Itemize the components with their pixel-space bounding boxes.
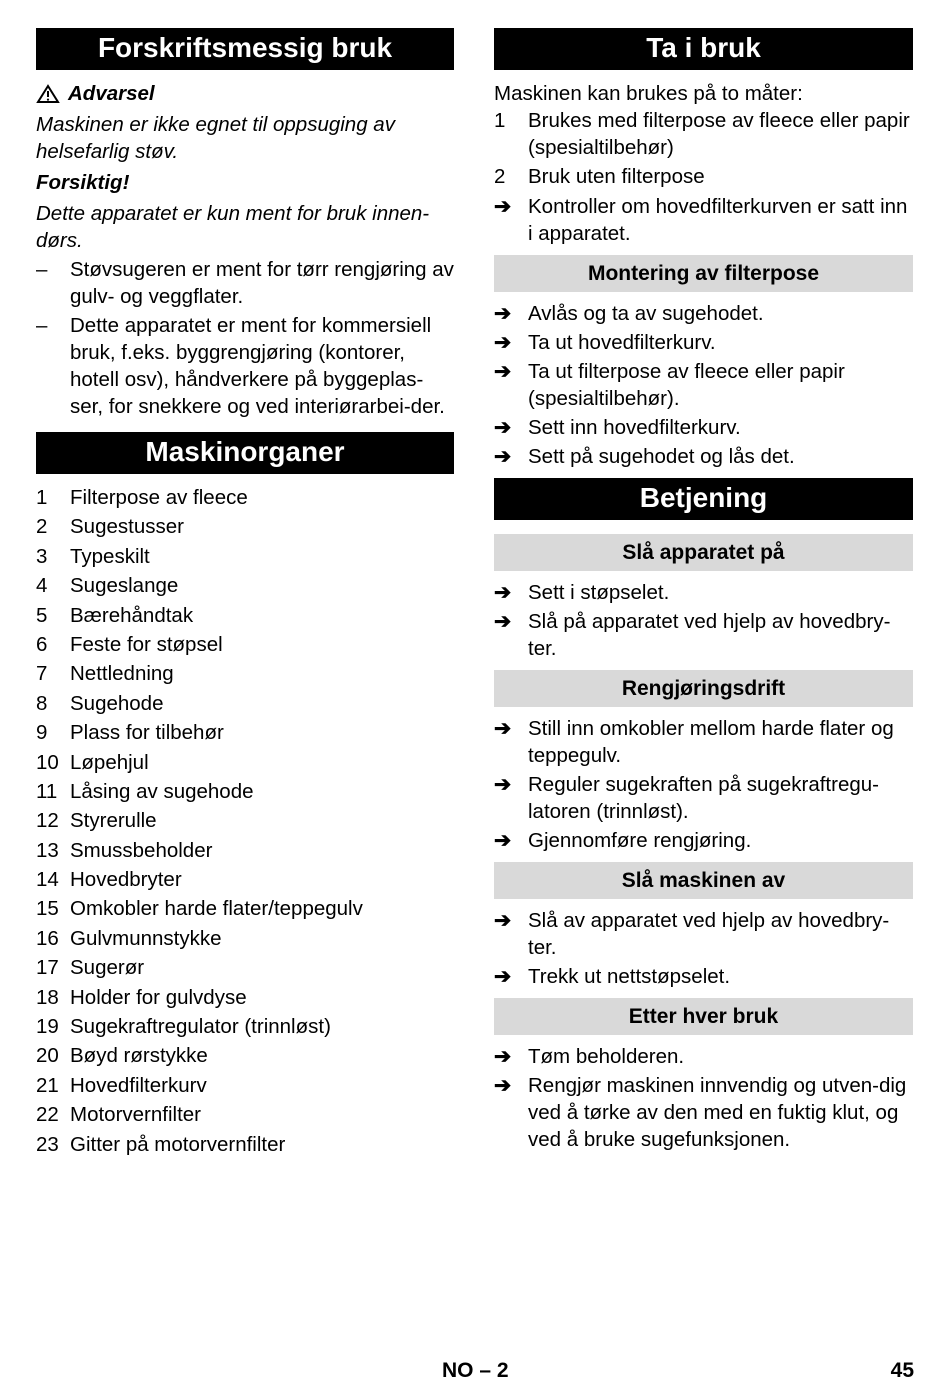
part-item-text: Feste for støpsel — [70, 632, 223, 656]
part-item-marker: 9 — [36, 721, 48, 745]
start-up-steps — [494, 193, 913, 247]
step-item-text: Ta ut filterpose av fleece eller papir (spesialtilbehør). — [528, 359, 845, 410]
part-item — [36, 1042, 454, 1069]
part-item-marker: 17 — [36, 956, 59, 980]
mode-item-marker: 2 — [494, 165, 506, 189]
part-item-marker: 20 — [36, 1044, 59, 1068]
step-item-text: Avlås og ta av sugehodet. — [528, 301, 764, 325]
step-item-marker: ➔ — [494, 1073, 512, 1097]
part-item-marker: 11 — [36, 779, 58, 803]
part-item-marker: 16 — [36, 926, 59, 950]
part-item-marker: 12 — [36, 809, 59, 833]
step-item — [494, 827, 913, 854]
part-item — [36, 1072, 454, 1099]
part-item-marker: 5 — [36, 603, 48, 627]
step-item — [494, 608, 913, 662]
part-item-marker: 13 — [36, 838, 59, 862]
part-item-marker: 22 — [36, 1103, 59, 1127]
part-item — [36, 1131, 454, 1158]
part-item — [36, 513, 454, 540]
step-item-marker: ➔ — [494, 772, 512, 796]
part-item-text: Sugeslange — [70, 574, 179, 598]
step-item-text: Slå på apparatet ved hjelp av hovedbry-ter. — [528, 609, 891, 660]
step-item-marker: ➔ — [494, 716, 512, 740]
step-item-text: Reguler sugekraften på sugekraftregu-latoren (trinnløst). — [528, 772, 879, 823]
part-item — [36, 984, 454, 1011]
subheading-switch-on: Slå apparatet på — [494, 534, 913, 571]
warning-heading — [36, 80, 454, 107]
part-item — [36, 543, 454, 570]
section-heading-intended-use: Forskriftsmessig bruk — [36, 28, 454, 70]
mode-list — [494, 107, 913, 190]
switch-on-steps — [494, 579, 913, 662]
step-item-marker: ➔ — [494, 609, 512, 633]
step-item-text: Sett i støpselet. — [528, 580, 670, 604]
part-item — [36, 602, 454, 629]
part-item-marker: 1 — [36, 486, 48, 509]
step-item — [494, 300, 913, 327]
mode-item-text: Bruk uten filterpose — [528, 165, 705, 189]
right-column — [494, 28, 913, 1155]
warning-label: Advarsel — [68, 82, 155, 105]
mode-item — [494, 107, 913, 161]
part-item — [36, 719, 454, 746]
caution-text: Dette apparatet er kun ment for bruk innen-dørs. — [36, 202, 430, 252]
part-item-text: Styrerulle — [70, 809, 157, 833]
step-item-text: Slå av apparatet ved hjelp av hovedbry-ter. — [528, 908, 890, 959]
part-item — [36, 484, 454, 511]
step-item-text: Still inn omkobler mellom harde flater og teppegulv. — [528, 716, 894, 767]
cleaning-steps — [494, 715, 913, 854]
part-item-text: Holder for gulvdyse — [70, 985, 247, 1009]
part-item — [36, 1101, 454, 1128]
left-column — [36, 28, 454, 1160]
part-item-text: Hovedbryter — [70, 868, 182, 892]
part-item — [36, 866, 454, 893]
usage-list — [36, 256, 454, 420]
part-item-text: Bærehåndtak — [70, 603, 194, 627]
part-item-text: Gitter på motorvernfilter — [70, 1132, 286, 1156]
step-item — [494, 414, 913, 441]
part-item-marker: 23 — [36, 1132, 59, 1156]
usage-item — [36, 256, 454, 310]
part-item-marker: 7 — [36, 662, 48, 686]
step-item-marker: ➔ — [494, 359, 512, 383]
step-item-marker: ➔ — [494, 828, 512, 852]
step-item — [494, 907, 913, 961]
part-item-text: Sugehode — [70, 691, 164, 715]
step-item — [494, 963, 913, 990]
part-item — [36, 778, 454, 805]
mode-item-marker: 1 — [494, 109, 506, 132]
step-item — [494, 1043, 913, 1070]
section-heading-machine-parts: Maskinorganer — [36, 432, 454, 474]
part-item-marker: 3 — [36, 544, 48, 568]
step-item-marker: ➔ — [494, 964, 512, 988]
part-item-text: Låsing av sugehode — [70, 779, 254, 803]
step-item-text: Sett inn hovedfilterkurv. — [528, 415, 741, 439]
part-item-marker: 19 — [36, 1015, 59, 1039]
step-item-marker: ➔ — [494, 1044, 512, 1068]
step-item-marker: ➔ — [494, 301, 512, 325]
part-item-text: Filterpose av fleece — [70, 486, 248, 509]
step-item-text: Rengjør maskinen innvendig og utven-dig ved å tørke av den med en fuktig klut, og ved å bruke sugefunksjonen. — [528, 1073, 907, 1151]
part-item-marker: 18 — [36, 985, 59, 1009]
part-item — [36, 660, 454, 687]
caution-label: Forsiktig! — [36, 171, 130, 194]
part-item-text: Smussbeholder — [70, 838, 213, 862]
part-item — [36, 690, 454, 717]
warning-text: Maskinen er ikke egnet til oppsuging av helsefarlig støv. — [36, 113, 395, 163]
part-item — [36, 954, 454, 981]
subheading-filter-bag: Montering av filterpose — [494, 255, 913, 292]
part-item-text: Hovedfilterkurv — [70, 1073, 207, 1097]
step-item-marker: ➔ — [494, 194, 512, 218]
part-item-text: Nettledning — [70, 662, 174, 686]
after-use-steps — [494, 1043, 913, 1153]
step-item-marker: ➔ — [494, 444, 512, 468]
step-item — [494, 1072, 913, 1153]
part-item — [36, 925, 454, 952]
part-item-marker: 6 — [36, 632, 48, 656]
part-item-marker: 8 — [36, 691, 48, 715]
part-item-text: Sugestusser — [70, 515, 184, 539]
step-item-text: Gjennomføre rengjøring. — [528, 828, 752, 852]
part-item-text: Sugekraftregulator (trinnløst) — [70, 1015, 331, 1039]
usage-item-text: Støvsugeren er ment for tørr rengjøring av gulv- og veggflater. — [70, 258, 454, 308]
part-item — [36, 631, 454, 658]
part-item-marker: 14 — [36, 868, 59, 892]
part-item — [36, 807, 454, 834]
part-item-text: Typeskilt — [70, 544, 150, 568]
part-item-text: Sugerør — [70, 956, 145, 980]
mode-item-text: Brukes med filterpose av fleece eller papir (spesialtilbehør) — [528, 109, 910, 159]
part-item-text: Løpehjul — [70, 750, 149, 774]
usage-item-marker: – — [36, 258, 48, 281]
part-item-text: Motorvernfilter — [70, 1103, 202, 1127]
part-item-marker: 15 — [36, 897, 59, 921]
switch-off-steps — [494, 907, 913, 990]
usage-item-text: Dette apparatet er ment for kommersiell bruk, f.eks. byggrengjøring (kontorer, hotell osv), håndverkere på byggeplas-ser, for snekkere og ved interiørarbei-der. — [70, 314, 445, 418]
part-item-text: Bøyd rørstykke — [70, 1044, 208, 1068]
step-item-marker: ➔ — [494, 908, 512, 932]
step-item — [494, 329, 913, 356]
part-item — [36, 1013, 454, 1040]
step-item — [494, 771, 913, 825]
step-item-marker: ➔ — [494, 580, 512, 604]
usage-item — [36, 312, 454, 420]
part-item-marker: 10 — [36, 750, 59, 774]
part-item — [36, 572, 454, 599]
page-number: 45 — [890, 1359, 914, 1382]
warning-triangle-icon — [36, 84, 60, 104]
subheading-switch-off: Slå maskinen av — [494, 862, 913, 899]
part-item-text: Plass for tilbehør — [70, 721, 224, 745]
mode-item — [494, 163, 913, 190]
part-item-text: Gulvmunnstykke — [70, 926, 222, 950]
usage-item-marker: – — [36, 314, 48, 337]
step-item-text: Trekk ut nettstøpselet. — [528, 964, 731, 988]
parts-list — [36, 484, 454, 1158]
step-item — [494, 358, 913, 412]
step-item-text: Tøm beholderen. — [528, 1044, 685, 1068]
step-item-text: Kontroller om hovedfilterkurven er satt inn i apparatet. — [528, 194, 908, 245]
section-heading-start-up: Ta i bruk — [494, 28, 913, 70]
part-item-marker: 4 — [36, 574, 48, 598]
step-item — [494, 579, 913, 606]
filter-bag-steps — [494, 300, 913, 470]
subheading-after-use: Etter hver bruk — [494, 998, 913, 1035]
step-item-text: Sett på sugehodet og lås det. — [528, 444, 795, 468]
step-item — [494, 193, 913, 247]
part-item-marker: 21 — [36, 1073, 59, 1097]
step-item-marker: ➔ — [494, 330, 512, 354]
part-item — [36, 749, 454, 776]
part-item — [36, 837, 454, 864]
part-item-marker: 2 — [36, 515, 48, 539]
step-item-marker: ➔ — [494, 415, 512, 439]
step-item — [494, 715, 913, 769]
section-heading-operation: Betjening — [494, 478, 913, 520]
subheading-cleaning-mode: Rengjøringsdrift — [494, 670, 913, 707]
page-label: NO – 2 — [442, 1359, 509, 1382]
step-item-text: Ta ut hovedfilterkurv. — [528, 330, 716, 354]
start-up-intro: Maskinen kan brukes på to måter: — [494, 82, 803, 105]
step-item — [494, 443, 913, 470]
part-item-text: Omkobler harde flater/teppegulv — [70, 897, 363, 921]
part-item — [36, 895, 454, 922]
